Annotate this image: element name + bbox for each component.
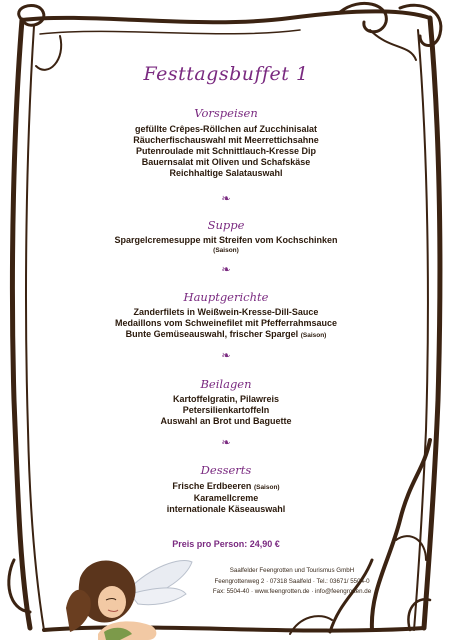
season-note: (Saison) <box>213 247 239 254</box>
divider-ornament-icon: ❧ <box>221 436 231 449</box>
menu-item: Räucherfischauswahl mit Meerrettichsahne <box>133 135 319 145</box>
section-heading-desserts: Desserts <box>200 463 252 477</box>
menu-item-text: Frische Erdbeeren <box>172 481 252 491</box>
section-items-desserts <box>0 481 452 515</box>
section-items-suppe <box>0 235 452 255</box>
menu-item: Kartoffelgratin, Pilawreis <box>172 394 280 404</box>
footer-contact: Fax: 5504-40 · www.feengrotten.de · info@feengrotten.de <box>212 588 372 595</box>
menu-item: Karamellcreme <box>193 493 259 503</box>
section-items-vorspeisen <box>0 124 452 179</box>
menu-item: Bauernsalat mit Oliven und Schafskäse <box>141 157 311 167</box>
company-footer <box>192 566 392 598</box>
footer-address: Feengrottenweg 2 · 07318 Saalfeld · Tel.: 03671/ 5504-0 <box>214 577 370 585</box>
menu-item: Auswahl an Brot und Baguette <box>160 416 292 426</box>
menu-item: Spargelcremesuppe mit Streifen vom Kochschinken <box>114 235 338 245</box>
section-items-hauptgerichte <box>0 307 452 341</box>
divider-ornament-icon: ❧ <box>221 263 231 276</box>
divider-ornament-icon: ❧ <box>221 349 231 362</box>
section-heading-vorspeisen: Vorspeisen <box>194 106 258 120</box>
section-heading-suppe: Suppe <box>207 218 245 232</box>
price-per-person: Preis pro Person: 24,90 € <box>172 539 280 549</box>
section-items-beilagen <box>0 394 452 427</box>
menu-title: Festtagsbuffet 1 <box>143 63 309 85</box>
menu-item: Medaillons vom Schweinefilet mit Pfefferrahmsauce <box>114 318 338 328</box>
menu-item: Petersilienkartoffeln <box>182 405 270 415</box>
fairy-illustration <box>60 548 210 640</box>
season-note: (Saison) <box>253 484 280 491</box>
section-heading-hauptgerichte: Hauptgerichte <box>183 290 269 304</box>
menu-item <box>0 329 452 341</box>
menu-item: internationale Käseauswahl <box>166 504 286 514</box>
menu-item: Zanderfilets in Weißwein-Kresse-Dill-Sauce <box>133 307 319 317</box>
season-note: (Saison) <box>300 332 327 339</box>
menu-item: Putenroulade mit Schnittlauch-Kresse Dip <box>135 146 317 156</box>
divider-ornament-icon: ❧ <box>221 192 231 205</box>
menu-item: Reichhaltige Salatauswahl <box>169 168 283 178</box>
section-heading-beilagen: Beilagen <box>200 377 252 391</box>
menu-item: gefüllte Crêpes-Röllchen auf Zucchinisalat <box>134 124 318 134</box>
footer-company-name: Saalfelder Feengrotten und Tourismus GmbH <box>229 567 355 574</box>
menu-item <box>0 481 452 493</box>
menu-item-text: Bunte Gemüseauswahl, frischer Spargel <box>125 329 299 339</box>
